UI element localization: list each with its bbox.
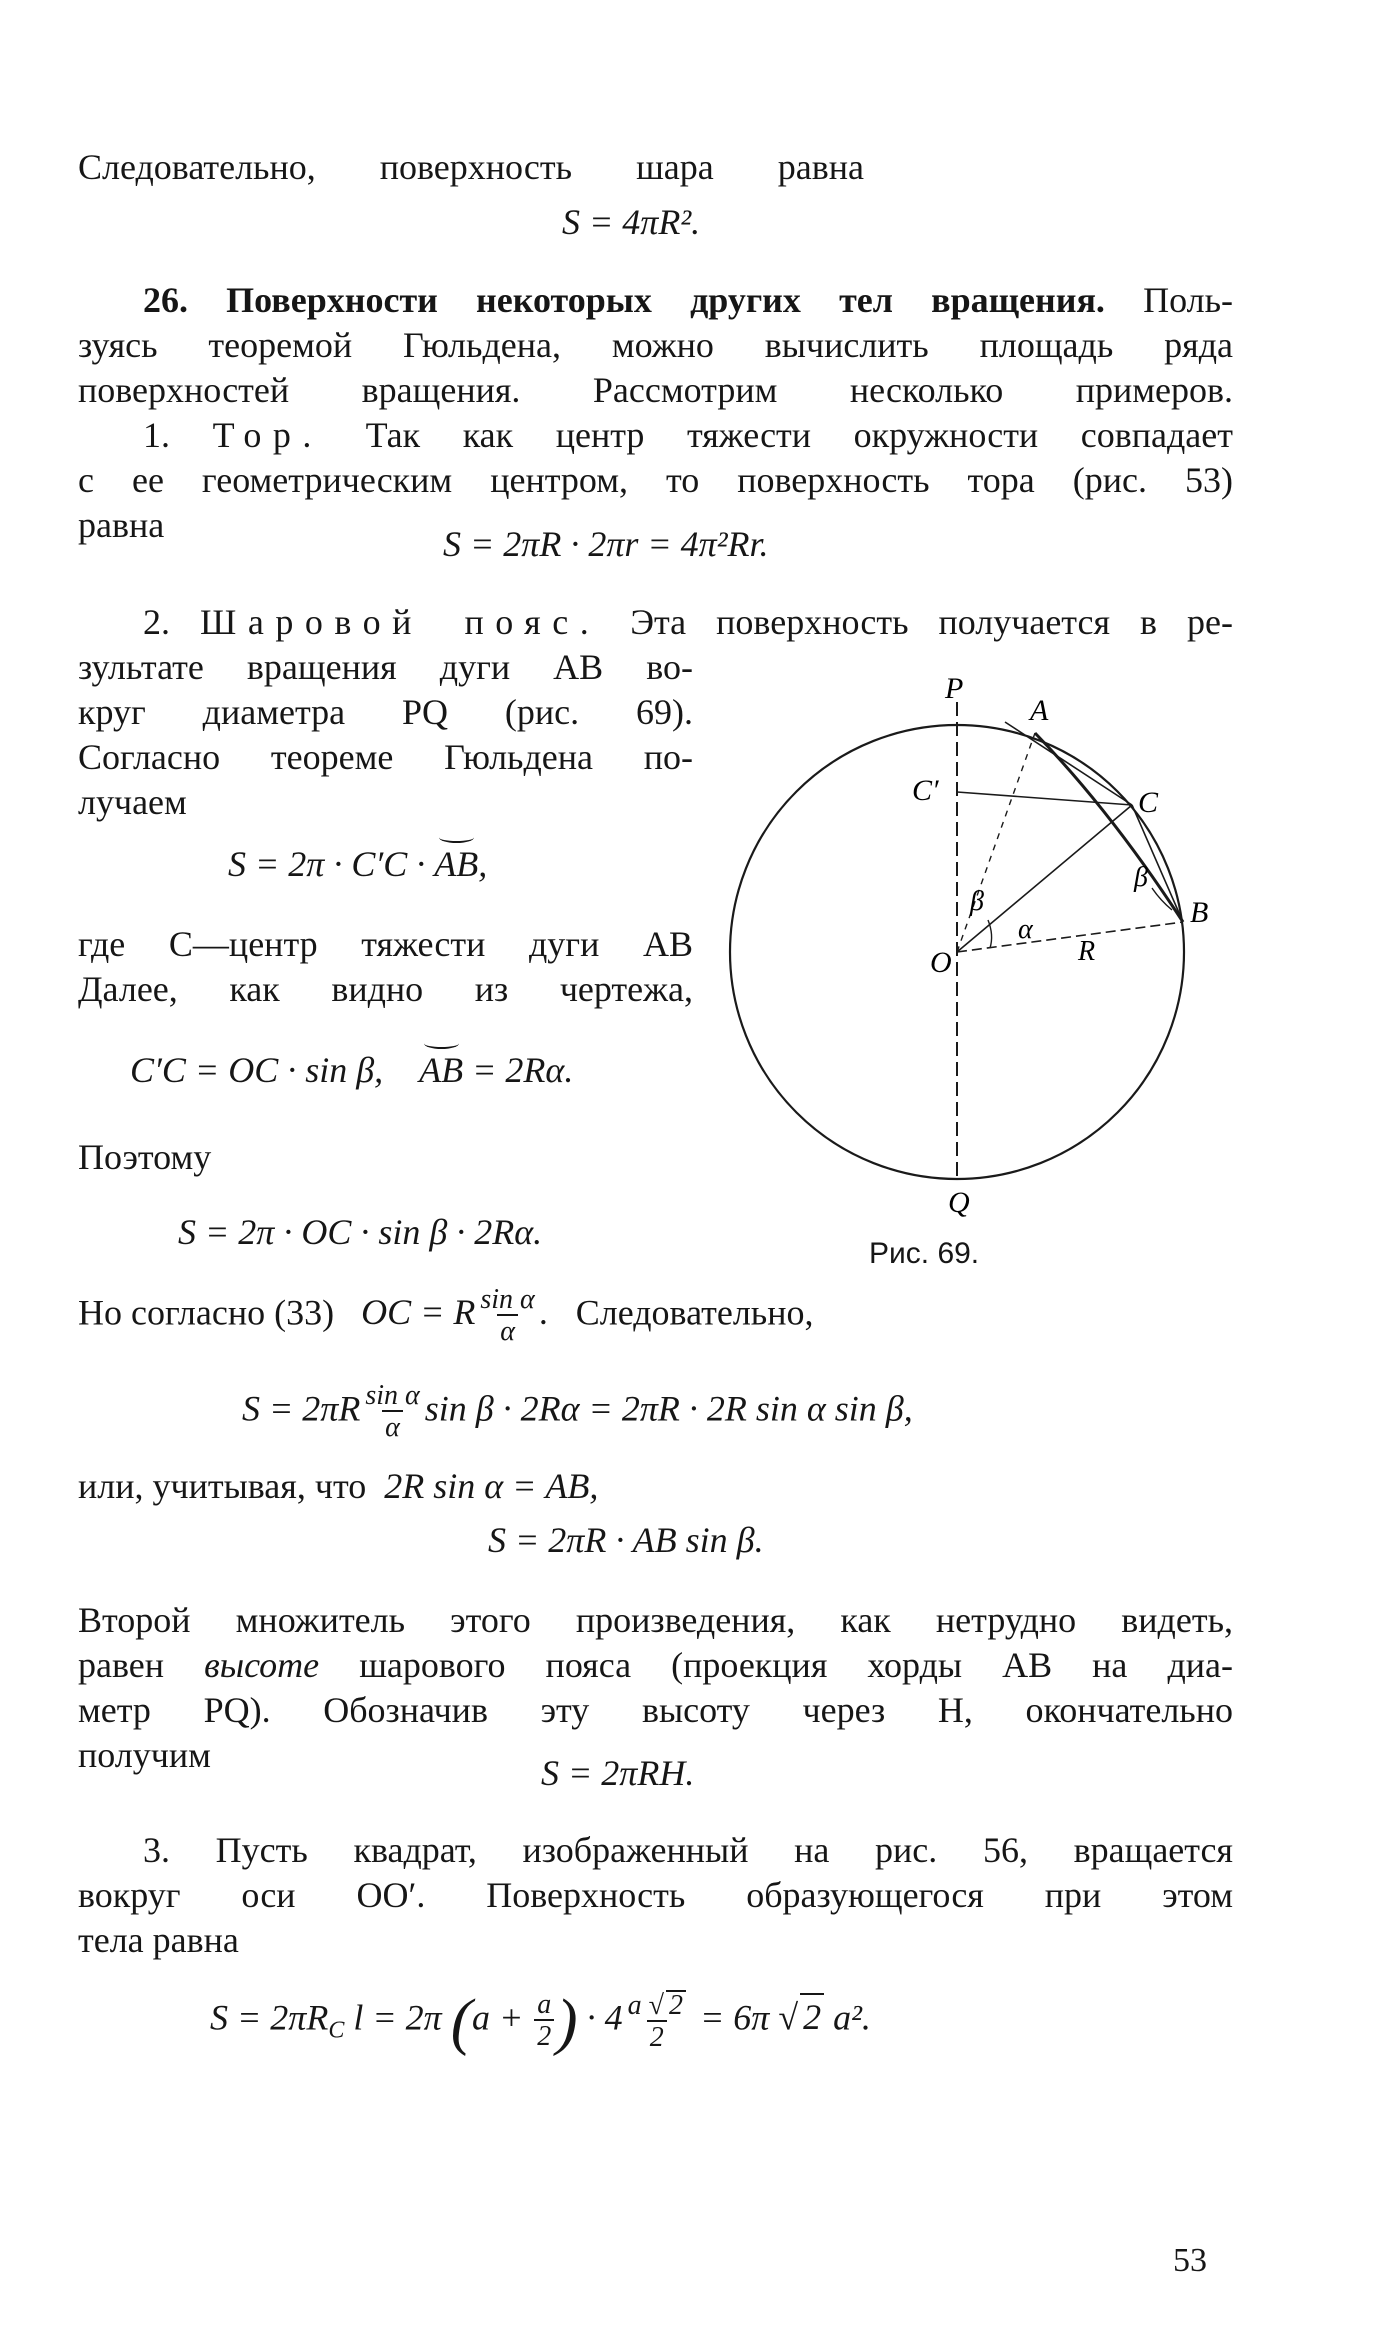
label-p: P [945,672,964,705]
text-line: зультате вращения дуги AB во- [78,647,693,687]
label-a: A [1030,694,1049,727]
segment-oc [957,805,1132,952]
arc-ab: AB [419,1048,463,1093]
formula-s-oc: S = 2π · OC · sin β · 2Rα. [178,1212,543,1252]
formula-cc-ab: C′C = OC · sin β, AB = 2Rα. [130,1048,573,1093]
text-line: лучаем [78,782,187,822]
text-line: 3. Пусть квадрат, изображенный на рис. 56, вращается [143,1830,1233,1870]
text-line: где C—центр тяжести дуги AB [78,924,693,964]
formula-s-2prh: S = 2πRH. [541,1753,695,1793]
italic-term: высоте [204,1645,320,1685]
text-line: поверхностей вращения. Рассмотрим несколько примеров. [78,370,1233,410]
label-alpha: α [1018,914,1033,945]
arc-ab-bold [1035,733,1183,922]
formula-s-ab: S = 2πR · AB sin β. [488,1520,764,1560]
section-heading-line: 26. Поверхности некоторых других тел вращения. Поль- [143,280,1234,320]
label-c: C [1138,786,1159,819]
text-line: Второй множитель этого произведения, как нетрудно видеть, [78,1600,1233,1640]
label-q: Q [948,1186,970,1219]
text-line: 2. Шаровой пояс. Эта поверхность получается в ре- [143,602,1234,642]
text-line: Согласно теореме Гюльдена по- [78,737,693,777]
text-line: зуясь теоремой Гюльдена, можно вычислить площадь ряда [78,325,1233,365]
segment-cprime-c [957,792,1132,805]
label-b: B [1190,896,1209,929]
text-line: Поэтому [78,1137,212,1177]
text-line: Следовательно, поверхность шара равна [78,147,864,187]
text-line: круг диаметра PQ (рис. 69). [78,692,693,732]
text-line: или, учитывая, что 2R sin α = AB, [78,1466,599,1506]
text-line: Далее, как видно из чертежа, [78,969,693,1009]
formula-2r-sin: 2R sin α = AB, [384,1466,599,1506]
spaced-term-torus: Тор. [212,415,323,455]
text-line: вокруг оси OO′. Поверхность образующегося при этом [78,1875,1233,1915]
text-line: получим [78,1735,211,1775]
spaced-term-zone: Шаровой пояс. [200,602,601,642]
formula-square-rotation: $S = 2\pi R_C$ l = 2π (a + $\frac{a}{2}$ ) · 4 $\frac{a √ 2}{2}$ = 6π √ 2 a². [210,1985,871,2057]
formula-sphere-area: S = 4πR². [562,202,701,242]
figure-69 [720,660,1240,1220]
label-o: O [930,946,952,979]
chord-ac [1005,722,1132,805]
text-line: тела равна [78,1920,239,1960]
section-title: 26. Поверхности некоторых других тел вращения. [143,280,1105,320]
label-c-prime: C′ [912,774,939,807]
page-number: 53 [1173,2242,1207,2279]
label-beta: β [1134,862,1148,893]
formula-guldin-zone: S = 2π · C′C · AB, [228,842,487,887]
text-line: метр PQ). Обозначив эту высоту через H, окончательно [78,1690,1233,1730]
text-line: Но согласно (33) OC = R $\frac{\text{sin α}}{\alpha}$ . Следовательно, [78,1284,814,1347]
text-line: 1. Тор. Так как центр тяжести окружности совпадает [143,415,1234,455]
formula-torus-area: S = 2πR · 2πr = 4π²Rr. [443,524,769,564]
text-line: с ее геометрическим центром, то поверхность тора (рис. 53) [78,460,1233,500]
text-line: равна [78,505,165,545]
label-r: R [1078,936,1096,967]
figure-caption: Рис. 69. [869,1237,980,1270]
formula-s-expand: S = 2πR $\frac{\text{sin α}}{\alpha}$ sin β · 2Rα = 2πR · 2R sin α sin β, [242,1380,913,1443]
text-line: равен высоте шарового пояса (проекция хорды AB на диа- [78,1645,1234,1685]
label-beta: β [970,886,984,917]
arc-ab: AB [434,842,478,887]
formula-oc: OC = R $\frac{\text{sin α}}{\alpha}$ . [361,1284,549,1347]
